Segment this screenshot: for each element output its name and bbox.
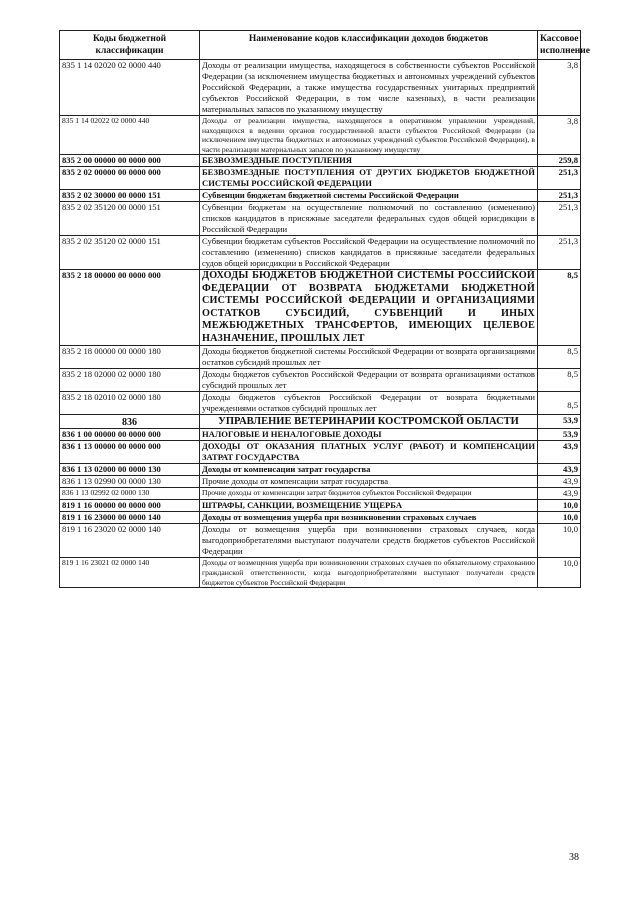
table-row [60, 236, 581, 270]
header-name: Наименование кодов классификации доходов бюджетов [200, 31, 538, 60]
row-amount: 43,9 [538, 488, 581, 500]
table-row [60, 464, 581, 476]
row-code: 819 1 16 23000 00 0000 140 [60, 512, 200, 524]
table-row [60, 346, 581, 369]
row-name: Прочие доходы от компенсации затрат бюджетов субъектов Российской Федерации [200, 488, 538, 500]
table-row [60, 558, 581, 588]
row-code: 836 1 13 02990 00 0000 130 [60, 476, 200, 488]
row-code: 835 2 18 00000 00 0000 180 [60, 346, 200, 369]
row-code: 836 1 00 00000 00 0000 000 [60, 429, 200, 441]
table-row [60, 202, 581, 236]
table-row [60, 488, 581, 500]
row-code: 835 2 02 00000 00 0000 000 [60, 167, 200, 190]
row-code: 835 2 18 00000 00 0000 000 [60, 270, 200, 346]
row-name: УПРАВЛЕНИЕ ВЕТЕРИНАРИИ КОСТРОМСКОЙ ОБЛАСТИ [200, 415, 538, 429]
table-row [60, 155, 581, 167]
row-code: 835 2 00 00000 00 0000 000 [60, 155, 200, 167]
row-amount: 10,0 [538, 524, 581, 558]
table-row [60, 441, 581, 464]
row-code: 819 1 16 23021 02 0000 140 [60, 558, 200, 588]
row-amount: 53,9 [538, 429, 581, 441]
row-name: Доходы от возмещения ущерба при возникновении страховых случаев по обязательному страхованию гражданской ответственности, когда выгодоприобретателями выступают получатели средств бюджетов субъектов Российской Федерации [200, 558, 538, 588]
table-row [60, 415, 581, 429]
row-name: Доходы бюджетов субъектов Российской Федерации от возврата организациями остатков субсидий прошлых лет [200, 369, 538, 392]
row-name: ДОХОДЫ БЮДЖЕТОВ БЮДЖЕТНОЙ СИСТЕМЫ РОССИЙСКОЙ ФЕДЕРАЦИИ ОТ ВОЗВРАТА БЮДЖЕТАМИ БЮДЖЕТНОЙ СИСТЕМЫ РОССИЙСКОЙ ФЕДЕРАЦИИ И ОРГАНИЗАЦИЯМИ ОСТАТКОВ СУБСИДИЙ, СУБВЕНЦИЙ И ИНЫХ МЕЖБЮДЖЕТНЫХ ТРАНСФЕРТОВ, ИМЕЮЩИХ ЦЕЛЕВОЕ НАЗНАЧЕНИЕ, ПРОШЛЫХ ЛЕТ [200, 270, 538, 346]
row-name: Доходы от реализации имущества, находящегося в собственности субъектов Российской Федерации (за исключением имущества бюджетных и автономных учреждений субъектов Российской Федерации, а также имущества государственных унитарных предприятий субъектов Российской Федерации, в том числе казенных), в части реализации материальных запасов по указанному имуществу [200, 60, 538, 116]
row-name: НАЛОГОВЫЕ И НЕНАЛОГОВЫЕ ДОХОДЫ [200, 429, 538, 441]
row-amount: 10,0 [538, 512, 581, 524]
row-name: Субвенции бюджетам субъектов Российской Федерации на осуществление полномочий по составлению (изменению) списков кандидатов в присяжные заседатели федеральных судов общей юрисдикции в Российской Федерации [200, 236, 538, 270]
row-amount: 8,5 [538, 392, 581, 415]
row-amount: 259,8 [538, 155, 581, 167]
table-row [60, 190, 581, 202]
row-amount: 251,3 [538, 202, 581, 236]
row-name: Доходы от реализации имущества, находящегося в оперативном управлении учреждений, находящихся в ведении органов государственной власти субъектов Российской Федерации (за исключением имущества бюджетных и автономных учреждений субъектов Российской Федерации), в части реализации материальных запасов по указанному имуществу [200, 116, 538, 155]
row-name: Доходы от возмещения ущерба при возникновении страховых случаев [200, 512, 538, 524]
row-code: 835 2 18 02010 02 0000 180 [60, 392, 200, 415]
row-name: Прочие доходы от компенсации затрат государства [200, 476, 538, 488]
table-body [60, 60, 581, 588]
row-code: 835 2 02 35120 00 0000 151 [60, 202, 200, 236]
row-name: БЕЗВОЗМЕЗДНЫЕ ПОСТУПЛЕНИЯ [200, 155, 538, 167]
row-amount: 3,8 [538, 60, 581, 116]
row-amount: 251,3 [538, 190, 581, 202]
row-name: Доходы от возмещения ущерба при возникновении страховых случаев, когда выгодоприобретателями выступают получатели средств бюджетов субъектов Российской Федерации [200, 524, 538, 558]
header-amount: Кассовое исполнение [538, 31, 581, 60]
row-name: Доходы от компенсации затрат государства [200, 464, 538, 476]
row-code: 836 [60, 415, 200, 429]
row-code: 836 1 13 00000 00 0000 000 [60, 441, 200, 464]
row-code: 835 2 02 35120 02 0000 151 [60, 236, 200, 270]
row-name: ДОХОДЫ ОТ ОКАЗАНИЯ ПЛАТНЫХ УСЛУГ (РАБОТ) И КОМПЕНСАЦИИ ЗАТРАТ ГОСУДАРСТВА [200, 441, 538, 464]
row-amount: 3,8 [538, 116, 581, 155]
table-row [60, 500, 581, 512]
row-name: БЕЗВОЗМЕЗДНЫЕ ПОСТУПЛЕНИЯ ОТ ДРУГИХ БЮДЖЕТОВ БЮДЖЕТНОЙ СИСТЕМЫ РОССИЙСКОЙ ФЕДЕРАЦИИ [200, 167, 538, 190]
row-name: ШТРАФЫ, САНКЦИИ, ВОЗМЕЩЕНИЕ УЩЕРБА [200, 500, 538, 512]
row-code: 835 1 14 02020 02 0000 440 [60, 60, 200, 116]
table-row [60, 116, 581, 155]
table-header-row [60, 31, 581, 60]
row-code: 819 1 16 00000 00 0000 000 [60, 500, 200, 512]
table-row [60, 167, 581, 190]
table-row [60, 369, 581, 392]
table-row [60, 524, 581, 558]
row-amount: 10,0 [538, 500, 581, 512]
row-code: 835 2 18 02000 02 0000 180 [60, 369, 200, 392]
row-amount: 43,9 [538, 464, 581, 476]
row-amount: 8,5 [538, 369, 581, 392]
page-number: 38 [569, 852, 579, 863]
row-amount: 251,3 [538, 236, 581, 270]
row-name: Доходы бюджетов бюджетной системы Российской Федерации от возврата организациями остатков субсидий прошлых лет [200, 346, 538, 369]
table-row [60, 476, 581, 488]
row-amount: 10,0 [538, 558, 581, 588]
row-code: 835 2 02 30000 00 0000 151 [60, 190, 200, 202]
budget-table [59, 30, 590, 588]
row-amount: 251,3 [538, 167, 581, 190]
row-code: 835 1 14 02022 02 0000 440 [60, 116, 200, 155]
row-name: Доходы бюджетов субъектов Российской Федерации от возврата бюджетными учреждениями остатков субсидий прошлых лет [200, 392, 538, 415]
table-row [60, 60, 581, 116]
table-row [60, 392, 581, 415]
row-code: 819 1 16 23020 02 0000 140 [60, 524, 200, 558]
row-name: Субвенции бюджетам бюджетной системы Российской Федерации [200, 190, 538, 202]
row-code: 836 1 13 02000 00 0000 130 [60, 464, 200, 476]
table-row [60, 512, 581, 524]
table-row [60, 270, 581, 346]
row-amount: 43,9 [538, 476, 581, 488]
row-amount: 8,5 [538, 346, 581, 369]
table-row [60, 429, 581, 441]
row-amount: 53,9 [538, 415, 581, 429]
row-amount: 8,5 [538, 270, 581, 346]
row-name: Субвенции бюджетам на осуществление полномочий по составлению (изменению) списков кандидатов в присяжные заседатели федеральных судов общей юрисдикции в Российской Федерации [200, 202, 538, 236]
row-amount: 43,9 [538, 441, 581, 464]
header-code: Коды бюджетной классификации [60, 31, 200, 60]
row-code: 836 1 13 02992 02 0000 130 [60, 488, 200, 500]
